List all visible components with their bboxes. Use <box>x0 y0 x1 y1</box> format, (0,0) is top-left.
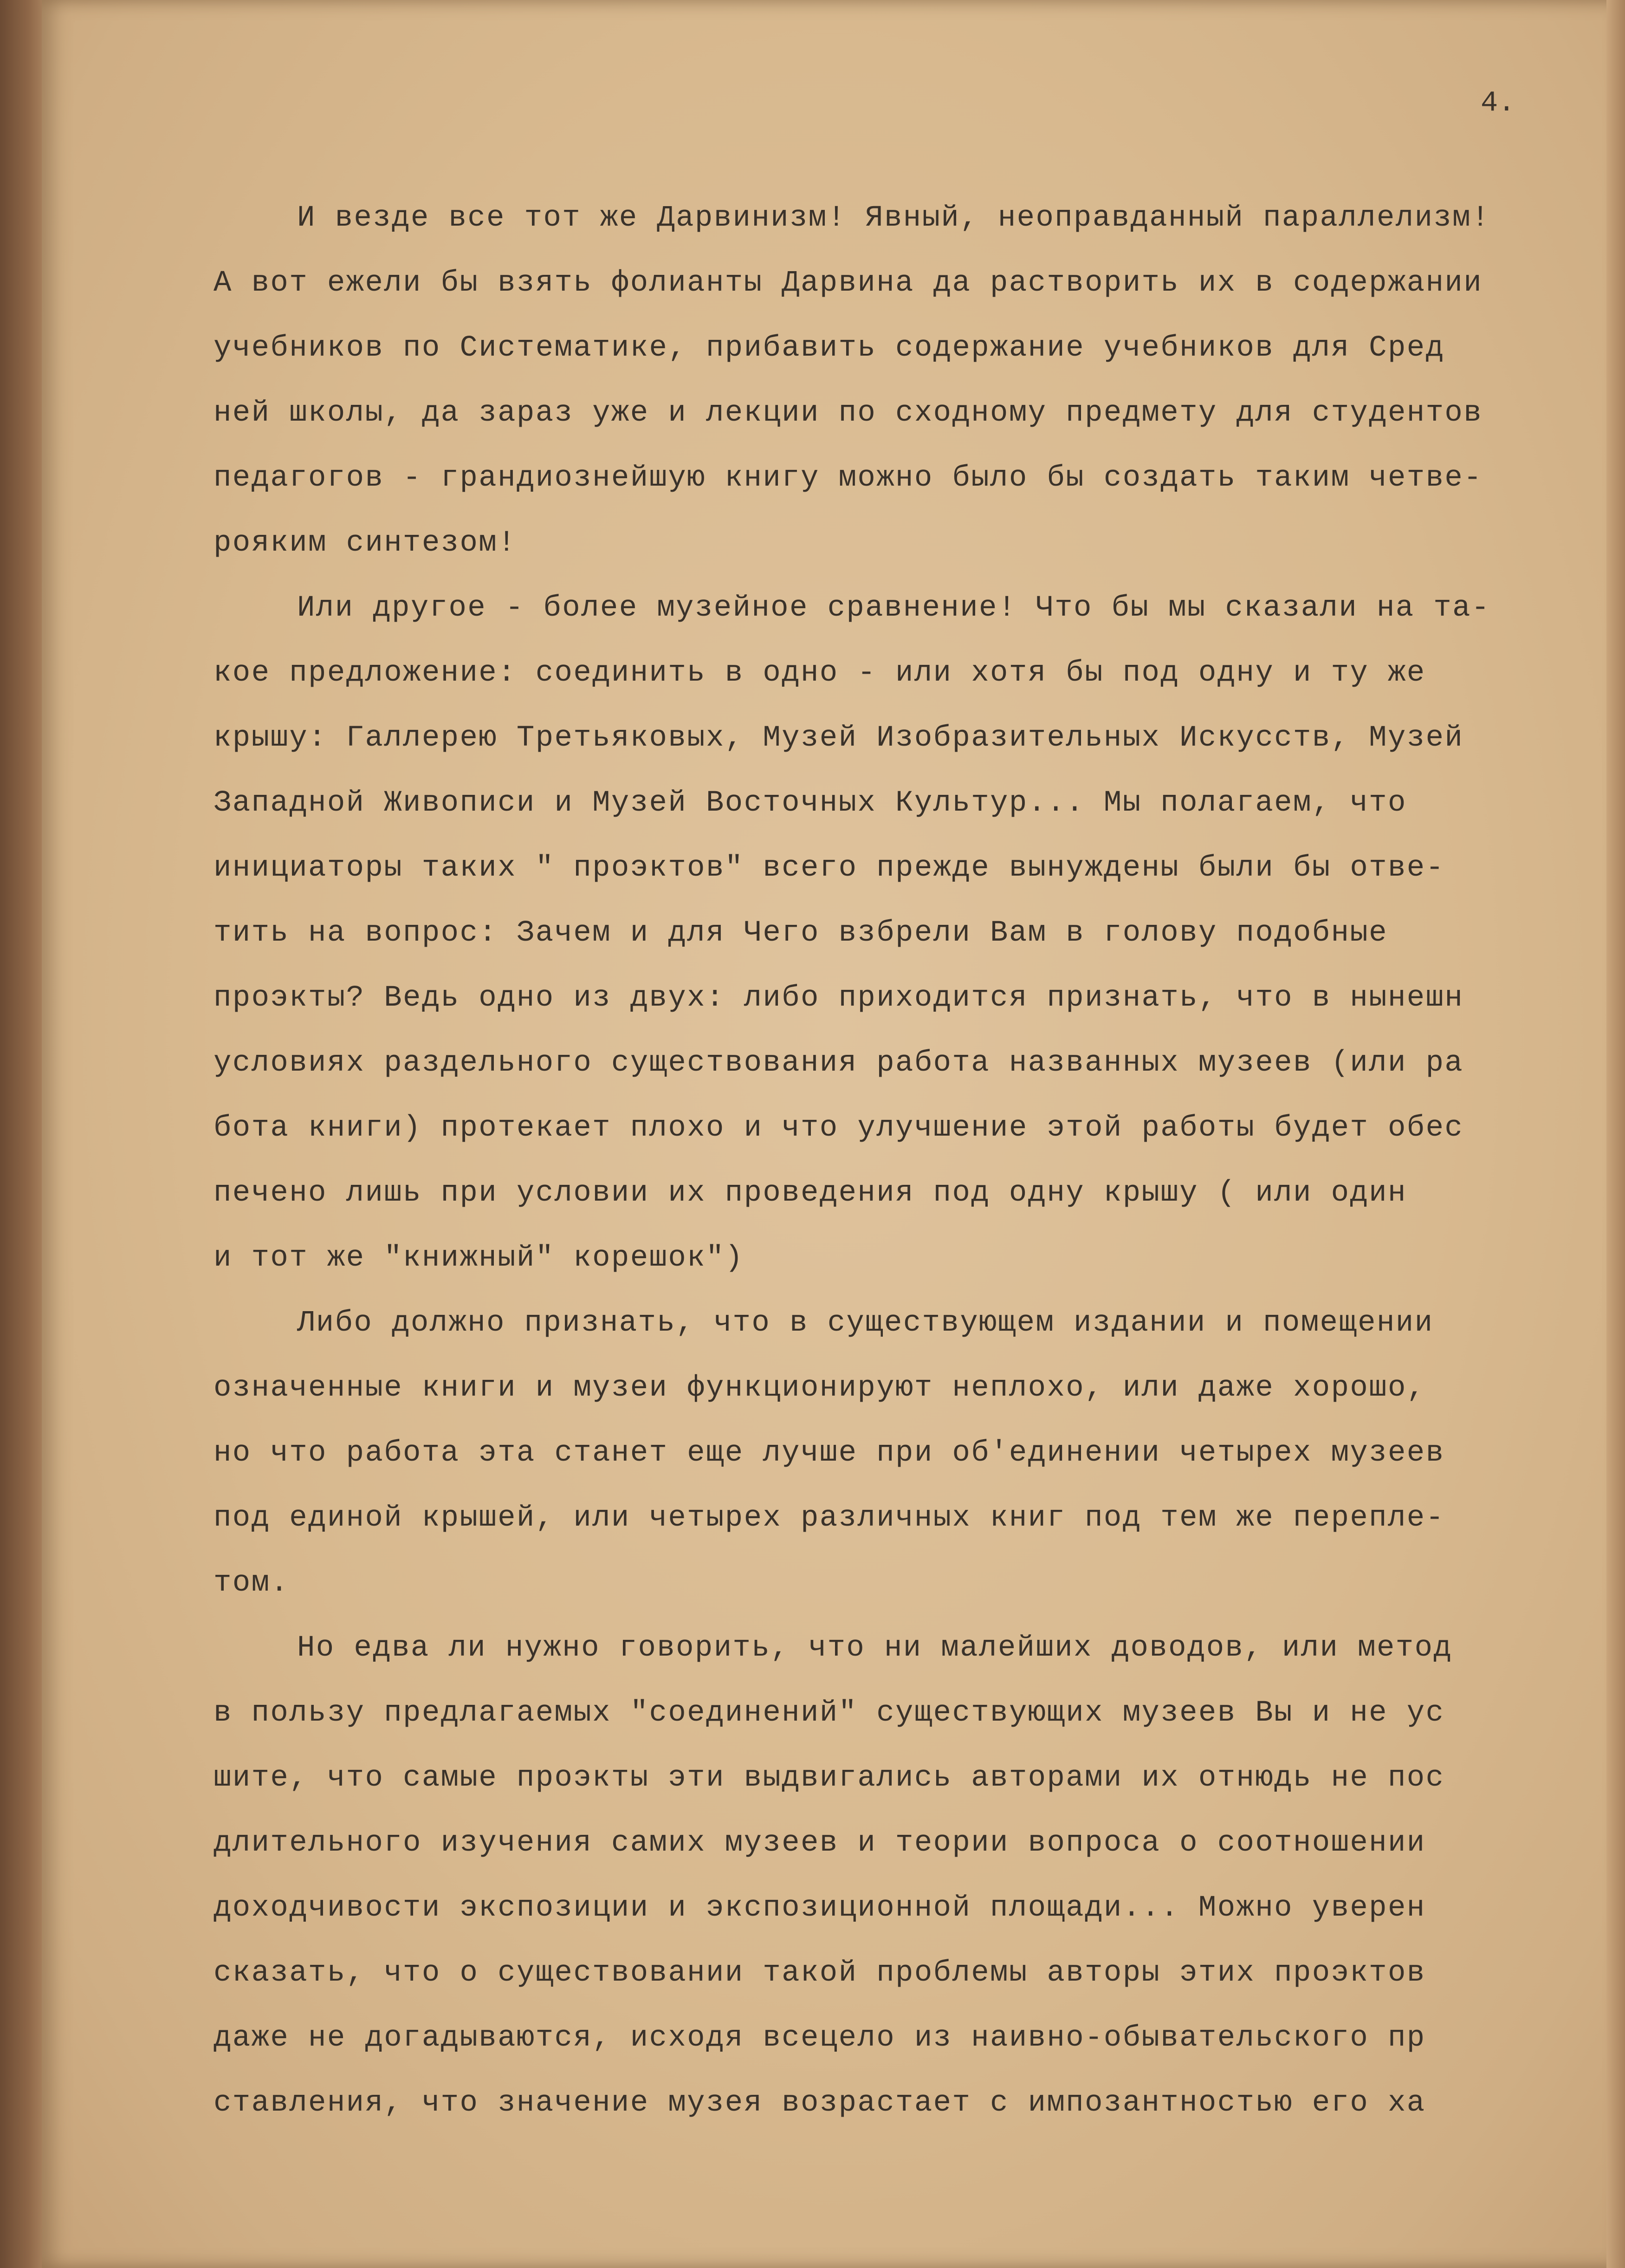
text-line: кое предложение: соединить в одно - или хотя бы под одну и ту же <box>214 656 1426 690</box>
text-line: проэкты? Ведь одно из двух: либо приходится признать, что в нынешн <box>214 981 1464 1015</box>
paragraph-1 <box>214 186 1597 576</box>
text-line: сказать, что о существовании такой проблемы авторы этих проэктов <box>214 1956 1426 1990</box>
text-line: ставления, что значение музея возрастает с импозантностью его ха <box>214 2086 1426 2120</box>
text-line: Или другое - более музейное сравнение! Что бы мы сказали на та- <box>297 591 1490 625</box>
text-line: бота книги) протекает плохо и что улучшение этой работы будет обес <box>214 1111 1464 1145</box>
text-line: учебников по Систематике, прибавить содержание учебников для Сред <box>214 331 1445 365</box>
text-line: условиях раздельного существования работа названных музеев (или ра <box>214 1046 1464 1080</box>
text-line: длительного изучения самих музеев и теории вопроса о соотношении <box>214 1826 1426 1860</box>
text-line: тить на вопрос: Зачем и для Чего взбрели Вам в голову подобные <box>214 916 1388 950</box>
document-body <box>214 186 1597 2136</box>
text-line: А вот ежели бы взять фолианты Дарвина да растворить их в содержании <box>214 266 1483 300</box>
text-line: означенные книги и музеи функционируют неплохо, или даже хорошо, <box>214 1371 1426 1405</box>
page-number: 4. <box>1481 86 1515 119</box>
text-line: и тот же "книжный" корешок") <box>214 1241 744 1275</box>
paragraph-3 <box>214 1291 1597 1616</box>
text-line: печено лишь при условии их проведения под одну крышу ( или один <box>214 1176 1407 1210</box>
text-line: шите, что самые проэкты эти выдвигались авторами их отнюдь не пос <box>214 1761 1445 1795</box>
text-line: Но едва ли нужно говорить, что ни малейших доводов, или метод <box>297 1631 1453 1665</box>
text-line: крышу: Галлерею Третьяковых, Музей Изобразительных Искусств, Музей <box>214 721 1464 755</box>
text-line: том. <box>214 1566 290 1600</box>
text-line: но что работа эта станет еще лучше при об'единении четырех музеев <box>214 1436 1445 1470</box>
text-line: Западной Живописи и Музей Восточных Культур... Мы полагаем, что <box>214 786 1407 820</box>
paragraph-2 <box>214 576 1597 1291</box>
paragraph-4 <box>214 1616 1597 2136</box>
text-line: педагогов - грандиознейшую книгу можно было бы создать таким четве- <box>214 461 1483 495</box>
text-line: Либо должно признать, что в существующем издании и помещении <box>297 1306 1434 1340</box>
text-line: ней школы, да зараз уже и лекции по сходному предмету для студентов <box>214 396 1483 430</box>
text-line: даже не догадываются, исходя всецело из наивно-обывательского пр <box>214 2021 1426 2055</box>
text-line: рояким синтезом! <box>214 526 517 560</box>
text-line: в пользу предлагаемых "соединений" существующих музеев Вы и не ус <box>214 1696 1445 1730</box>
text-line: И везде все тот же Дарвинизм! Явный, неоправданный параллелизм! <box>297 201 1490 235</box>
text-line: под единой крышей, или четырех различных книг под тем же перепле- <box>214 1501 1445 1535</box>
page-edge <box>1606 0 1625 2268</box>
text-line: инициаторы таких " проэктов" всего прежде вынуждены были бы отве- <box>214 851 1445 885</box>
text-line: доходчивости экспозиции и экспозиционной площади... Можно уверен <box>214 1891 1426 1925</box>
